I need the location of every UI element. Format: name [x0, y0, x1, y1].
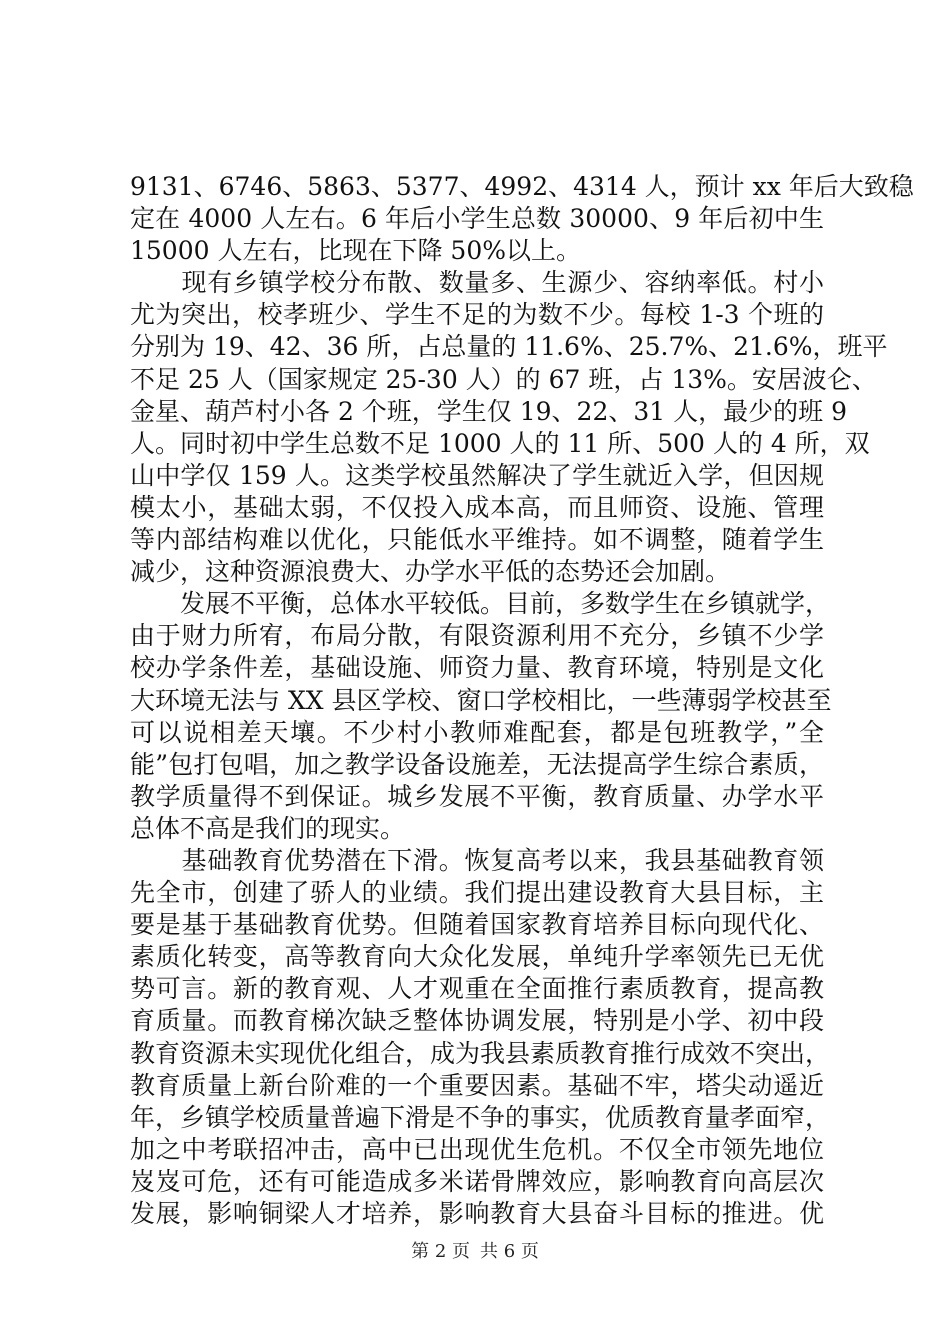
text-line: 素质化转变，高等教育向大众化发展，单纯升学率领先已无优: [130, 942, 824, 972]
page-number: 第 2 页: [411, 1241, 470, 1262]
text-line: 人。同时初中学生总数不足 1000 人的 11 所、500 人的 4 所，双: [130, 428, 870, 458]
text-line: 模太小，基础太弱，不仅投入成本高，而且师资、设施、管理: [130, 492, 824, 522]
text-line: 15000 人左右，比现在下降 50%以上。: [130, 236, 581, 266]
text-line: 由于财力所宥，布局分散，有限资源利用不充分，乡镇不少学: [130, 621, 824, 651]
page-footer: [0, 1240, 950, 1264]
text-line: 加之中考联招冲击，高中已出现优生危机。不仅全市领先地位: [130, 1134, 824, 1164]
text-line: 不足 25 人（国家规定 25-30 人）的 67 班，占 13%。安居波仑、: [130, 364, 877, 394]
text-line: 发展，影响铜梁人才培养，影响教育大县奋斗目标的推进。优: [130, 1199, 824, 1228]
text-line: 发展不平衡，总体水平较低。目前，多数学生在乡镇就学，: [130, 589, 831, 619]
text-line: 大环境无法与 XX 县区学校、窗口学校相比，一些薄弱学校甚至: [130, 685, 832, 715]
text-line: 尤为突出，校孝班少、学生不足的为数不少。每校 1-3 个班的: [130, 300, 824, 330]
text-line: 势可言。新的教育观、人才观重在全面推行素质教育，提高教: [130, 974, 824, 1004]
text-line: 9131、6746、5863、5377、4992、4314 人，预计 xx 年后大致稳: [130, 172, 914, 201]
text-line: 教学质量得不到保证。城乡发展不平衡，教育质量、办学水平: [130, 781, 824, 811]
text-line: 山中学仅 159 人。这类学校虽然解决了学生就近入学，但因规: [130, 460, 824, 490]
text-line: 岌岌可危，还有可能造成多米诺骨牌效应，影响教育向高层次: [130, 1166, 824, 1196]
text-line: 定在 4000 人左右。6 年后小学生总数 30000、9 年后初中生: [130, 204, 824, 234]
text-line: 年，乡镇学校质量普遍下滑是不争的事实，优质教育量孝面窄，: [130, 1102, 831, 1132]
text-line: 先全市，创建了骄人的业绩。我们提出建设教育大县目标，主: [130, 878, 824, 908]
page-total: 共 6 页: [480, 1241, 539, 1262]
text-line: 能”包打包唱，加之教学设备设施差，无法提高学生综合素质，: [130, 749, 824, 779]
text-line: 金星、葫芦村小各 2 个班，学生仅 19、22、31 人，最少的班 9: [130, 396, 847, 426]
text-line: 现有乡镇学校分布散、数量多、生源少、容纳率低。村小: [130, 268, 824, 298]
text-line: 分别为 19、42、36 所，占总量的 11.6%、25.7%、21.6%，班平: [130, 332, 888, 362]
text-line: 等内部结构难以优化，只能低水平维持。如不调整，随着学生: [130, 525, 824, 555]
text-line: 总体不高是我们的现实。: [130, 813, 406, 843]
text-line: 育质量。而教育梯次缺乏整体协调发展，特别是小学、初中段: [130, 1006, 824, 1036]
text-line: 要是基于基础教育优势。但随着国家教育培养目标向现代化、: [130, 910, 824, 940]
text-line: 教育资源未实现优化组合，成为我县素质教育推行成效不突出，: [130, 1038, 831, 1068]
text-line: 可以说相差天壤。不少村小教师难配套，都是包班教学，”全: [130, 717, 824, 747]
text-line: 减少，这种资源浪费大、办学水平低的态势还会加剧。: [130, 557, 731, 587]
text-line: 基础教育优势潜在下滑。恢复高考以来，我县基础教育领: [130, 845, 824, 875]
body-text: [130, 171, 914, 1230]
text-line: 教育质量上新台阶难的一个重要因素。基础不牢，塔尖动遥近: [130, 1070, 824, 1100]
text-line: 校办学条件差，基础设施、师资力量、教育环境，特别是文化: [130, 653, 824, 683]
